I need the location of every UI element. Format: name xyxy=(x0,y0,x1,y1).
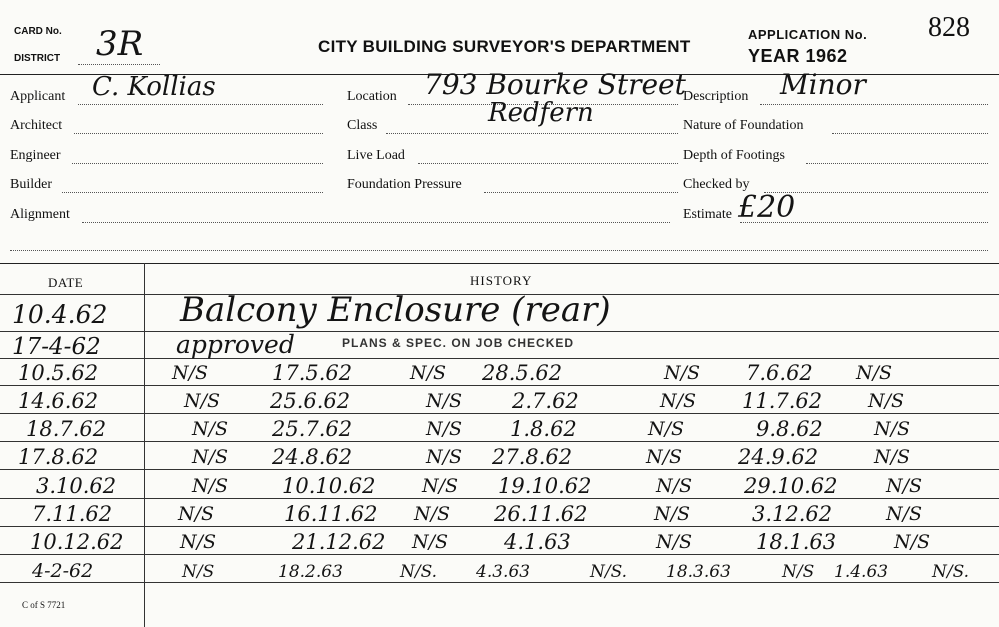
no-show-mark: N/S xyxy=(856,362,893,384)
no-show-mark: N/S xyxy=(646,446,683,468)
depth-of-footings-dotline xyxy=(806,163,988,164)
no-show-mark: N/S xyxy=(782,562,815,582)
nature-of-foundation-label: Nature of Foundation xyxy=(683,118,804,133)
no-show-mark: N/S xyxy=(886,503,923,525)
no-show-mark: N/S xyxy=(412,531,449,553)
applicant-dotline xyxy=(78,104,323,105)
history-entry-date: 18.3.63 xyxy=(666,562,731,582)
history-text: Balcony Enclosure (rear) xyxy=(180,290,611,330)
approved-text: approved xyxy=(176,330,295,359)
history-header: HISTORY xyxy=(470,273,533,288)
history-entry-date: 10.10.62 xyxy=(282,474,376,498)
engineer-dotline xyxy=(72,163,323,164)
district-label: DISTRICT xyxy=(14,53,61,64)
no-show-mark: N/S xyxy=(426,418,463,440)
no-show-mark: N/S xyxy=(664,362,701,384)
checked-by-dotline xyxy=(764,192,988,193)
live-load-dotline xyxy=(418,163,678,164)
department-title: CITY BUILDING SURVEYOR'S DEPARTMENT xyxy=(318,37,691,56)
history-entry-date: 2.7.62 xyxy=(512,389,579,413)
estimate-label: Estimate xyxy=(683,207,732,222)
no-show-mark: N/S xyxy=(172,362,209,384)
history-divider xyxy=(0,263,999,264)
description-value: Minor xyxy=(780,68,866,101)
no-show-mark: N/S xyxy=(654,503,691,525)
application-number: 828 xyxy=(928,12,970,43)
history-entry-date: 19.10.62 xyxy=(498,474,592,498)
year-label: YEAR 1962 xyxy=(748,46,848,66)
class-dotline xyxy=(386,133,678,134)
foundation-pressure-label: Foundation Pressure xyxy=(347,177,462,192)
architect-label: Architect xyxy=(10,118,63,133)
no-show-mark: N/S xyxy=(426,446,463,468)
history-rule xyxy=(0,469,999,470)
date-header: DATE xyxy=(48,275,84,290)
history-rule xyxy=(0,331,999,332)
location-value: 793 Bourke Street xyxy=(424,68,686,101)
no-show-mark: N/S xyxy=(660,390,697,412)
history-entry-date: 4.1.63 xyxy=(504,530,571,554)
no-show-mark: N/S xyxy=(414,503,451,525)
history-rule xyxy=(0,441,999,442)
history-entry-date: 1.8.62 xyxy=(510,417,577,441)
district-dotline xyxy=(78,64,160,65)
history-rule xyxy=(0,413,999,414)
history-entry-date: 18.1.63 xyxy=(756,530,837,554)
history-date: 7.11.62 xyxy=(32,502,113,526)
no-show-mark: N/S xyxy=(410,362,447,384)
blank-dotline xyxy=(10,250,988,251)
location-value-line2: Redfern xyxy=(488,98,594,128)
no-show-mark: N/S xyxy=(656,475,693,497)
history-entry-date: 26.11.62 xyxy=(494,502,588,526)
no-show-mark: N/S xyxy=(422,475,459,497)
engineer-label: Engineer xyxy=(10,148,61,163)
district-value: 3R xyxy=(96,24,144,64)
history-entry-date: 3.12.62 xyxy=(752,502,833,526)
no-show-mark: N/S xyxy=(886,475,923,497)
history-rule xyxy=(0,554,999,555)
checked-by-label: Checked by xyxy=(683,177,750,192)
no-show-mark: N/S xyxy=(192,446,229,468)
no-show-mark: N/S xyxy=(894,531,931,553)
history-entry-date: 24.9.62 xyxy=(738,445,819,469)
no-show-mark: N/S xyxy=(648,418,685,440)
no-show-mark: N/S xyxy=(868,390,905,412)
alignment-dotline xyxy=(82,222,670,223)
history-rule xyxy=(0,385,999,386)
depth-of-footings-label: Depth of Footings xyxy=(683,148,785,163)
history-entry-date: 18.2.63 xyxy=(278,562,343,582)
checked-stamp: PLANS & SPEC. ON JOB CHECKED xyxy=(342,336,575,350)
history-entry-date: 9.8.62 xyxy=(756,417,823,441)
no-show-mark: N/S xyxy=(178,503,215,525)
history-date: 10.12.62 xyxy=(30,530,124,554)
no-show-mark: N/S xyxy=(874,446,911,468)
history-date: 10.4.62 xyxy=(12,300,108,329)
foundation-pressure-dotline xyxy=(484,192,678,193)
nature-of-foundation-dotline xyxy=(832,133,988,134)
estimate-value: £20 xyxy=(738,190,796,225)
history-date: 14.6.62 xyxy=(18,389,99,413)
history-rule xyxy=(0,582,999,583)
builder-label: Builder xyxy=(10,177,52,192)
history-entry-date: 17.5.62 xyxy=(272,361,353,385)
no-show-mark: N/S xyxy=(184,390,221,412)
history-entry-date: 25.6.62 xyxy=(270,389,351,413)
history-entry-date: 28.5.62 xyxy=(482,361,563,385)
no-show-mark: N/S xyxy=(180,531,217,553)
applicant-label: Applicant xyxy=(10,89,66,104)
history-entry-date: 25.7.62 xyxy=(272,417,353,441)
description-dotline xyxy=(760,104,988,105)
no-show-mark: N/S xyxy=(656,531,693,553)
card-no-label: CARD No. xyxy=(14,26,62,37)
history-date: 10.5.62 xyxy=(18,361,99,385)
architect-dotline xyxy=(74,133,323,134)
history-date: 3.10.62 xyxy=(36,474,117,498)
no-show-mark: N/S xyxy=(874,418,911,440)
history-date: 17.8.62 xyxy=(18,445,99,469)
history-rule xyxy=(0,498,999,499)
builder-dotline xyxy=(62,192,323,193)
history-entry-date: 1.4.63 xyxy=(834,562,889,582)
no-show-mark: N/S xyxy=(426,390,463,412)
no-show-mark: N/S. xyxy=(590,562,628,582)
history-date: 4-2-62 xyxy=(32,560,94,582)
history-date: 18.7.62 xyxy=(26,417,107,441)
applicant-value: C. Kollias xyxy=(92,72,216,102)
date-column-divider xyxy=(144,263,145,627)
form-code: C of S 7721 xyxy=(22,600,66,610)
history-entry-date: 4.3.63 xyxy=(476,562,531,582)
no-show-mark: N/S xyxy=(182,562,215,582)
no-show-mark: N/S xyxy=(192,475,229,497)
no-show-mark: N/S. xyxy=(932,562,970,582)
alignment-label: Alignment xyxy=(10,207,70,222)
history-entry-date: 11.7.62 xyxy=(742,389,823,413)
history-rule xyxy=(0,526,999,527)
history-rule xyxy=(0,358,999,359)
history-entry-date: 7.6.62 xyxy=(746,361,813,385)
history-entry-date: 29.10.62 xyxy=(744,474,838,498)
history-entry-date: 27.8.62 xyxy=(492,445,573,469)
history-entry-date: 21.12.62 xyxy=(292,530,386,554)
class-label: Class xyxy=(347,118,378,133)
no-show-mark: N/S xyxy=(192,418,229,440)
history-date: 17-4-62 xyxy=(12,334,101,360)
history-entry-date: 24.8.62 xyxy=(272,445,353,469)
no-show-mark: N/S. xyxy=(400,562,438,582)
live-load-label: Live Load xyxy=(347,148,405,163)
description-label: Description xyxy=(683,89,749,104)
location-label: Location xyxy=(347,89,397,104)
history-entry-date: 16.11.62 xyxy=(284,502,378,526)
application-label: APPLICATION No. xyxy=(748,27,868,42)
